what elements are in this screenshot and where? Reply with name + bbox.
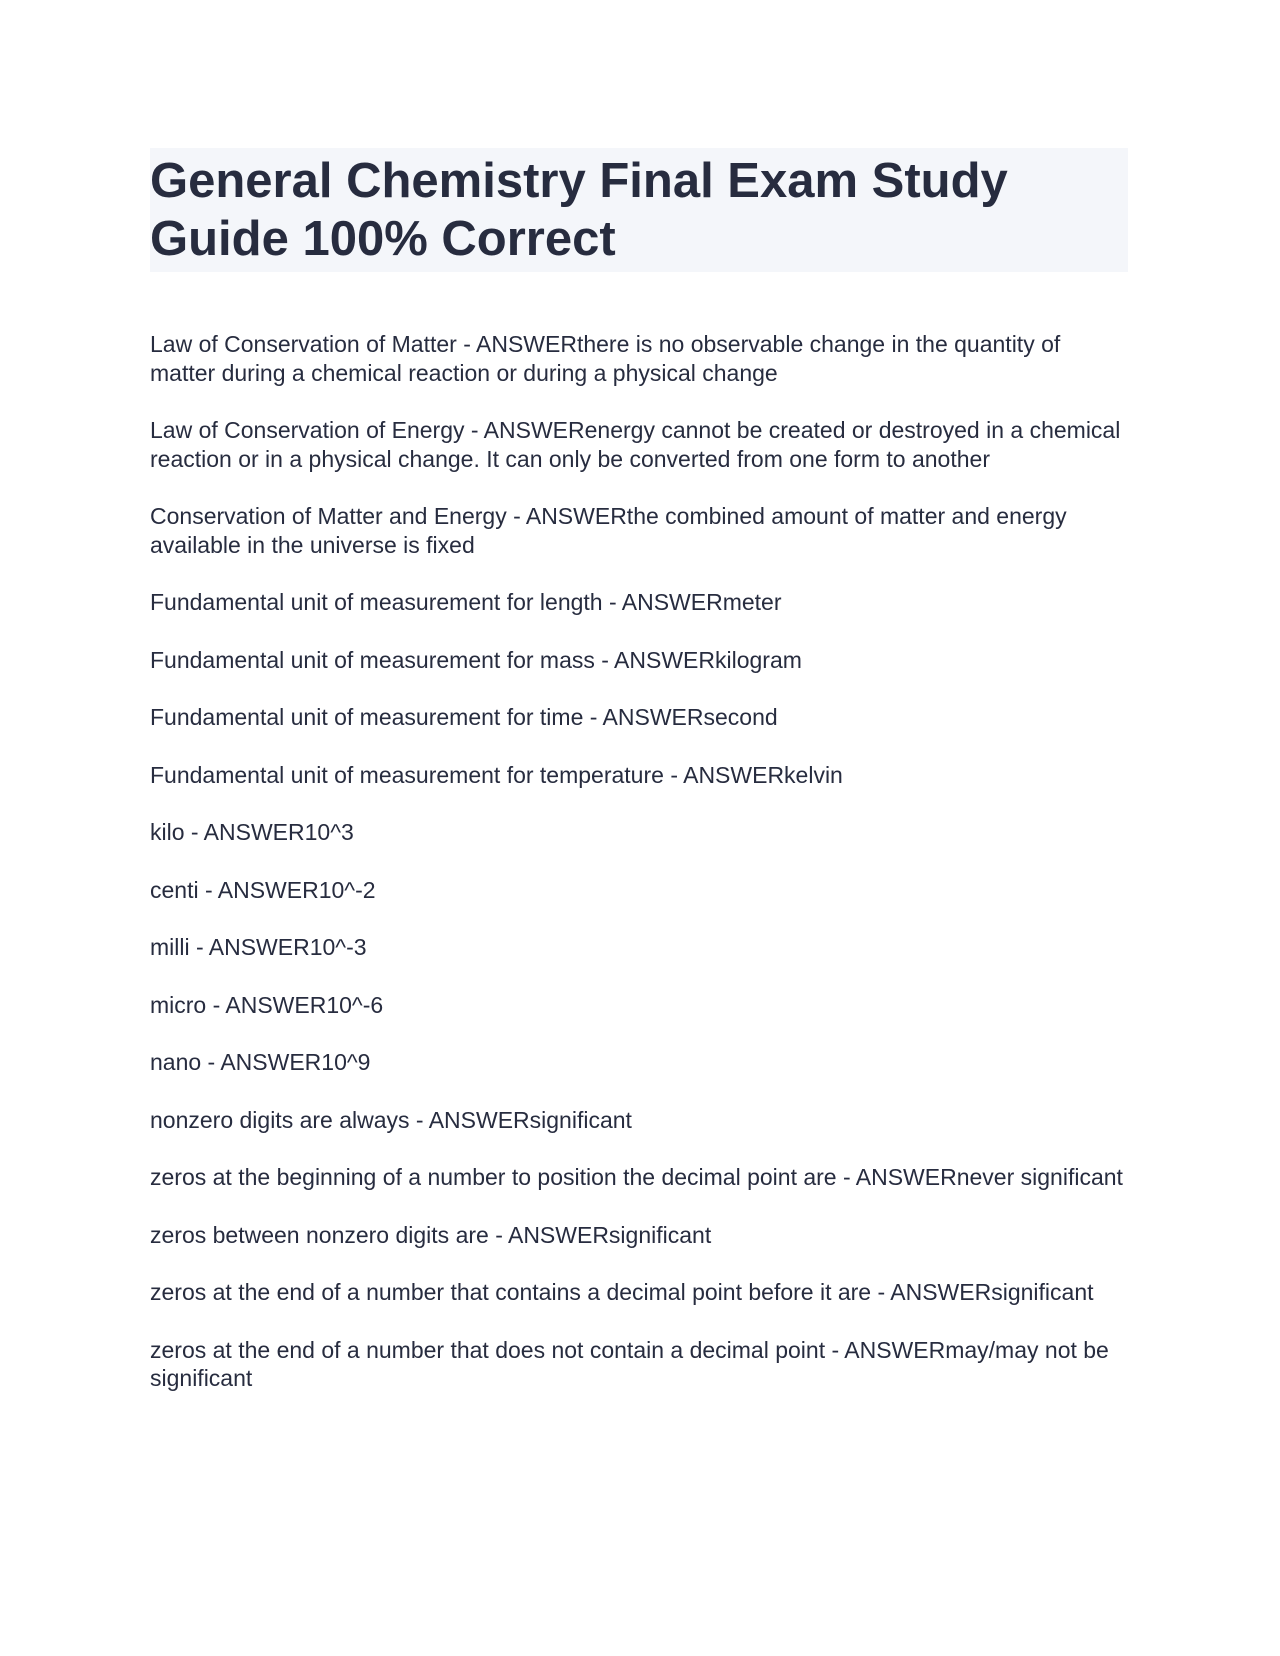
entry: Law of Conservation of Matter - ANSWERthere is no observable change in the quantity of matter during a chemical reaction or during a physical change — [150, 331, 1061, 386]
entry: zeros at the end of a number that contains a decimal point before it are - ANSWERsignificant — [150, 1279, 1094, 1305]
entry: zeros at the beginning of a number to position the decimal point are - ANSWERnever significant — [150, 1164, 1123, 1190]
entry: Fundamental unit of measurement for mass - ANSWERkilogram — [150, 646, 802, 673]
entry: nonzero digits are always - ANSWERsignificant — [150, 1106, 632, 1133]
entry: Fundamental unit of measurement for length - ANSWERmeter — [150, 589, 782, 615]
entry: zeros between nonzero digits are - ANSWERsignificant — [150, 1221, 712, 1248]
entry: micro - ANSWER10^-6 — [150, 991, 384, 1018]
entry: centi - ANSWER10^-2 — [150, 876, 376, 903]
entry: Conservation of Matter and Energy - ANSWERthe combined amount of matter and energy available in the universe is fixed — [150, 503, 1067, 558]
entry: Fundamental unit of measurement for time - ANSWERsecond — [150, 704, 778, 730]
document-page — [150, 148, 1128, 1422]
entry: nano - ANSWER10^9 — [150, 1049, 371, 1075]
entry: Fundamental unit of measurement for temperature - ANSWERkelvin — [150, 761, 843, 788]
entry: zeros at the end of a number that does not contain a decimal point - ANSWERmay/may not be significant — [150, 1336, 1109, 1391]
entry-list — [150, 330, 1128, 1393]
entry: Law of Conservation of Energy - ANSWERenergy cannot be created or destroyed in a chemical reaction or in a physical change. It can only be converted from one form to another — [150, 417, 1121, 472]
entry: milli - ANSWER10^-3 — [150, 934, 367, 960]
entry: kilo - ANSWER10^3 — [150, 819, 354, 845]
title-box — [150, 148, 1128, 272]
page-title: General Chemistry Final Exam Study Guide 100% Correct — [150, 154, 1008, 266]
